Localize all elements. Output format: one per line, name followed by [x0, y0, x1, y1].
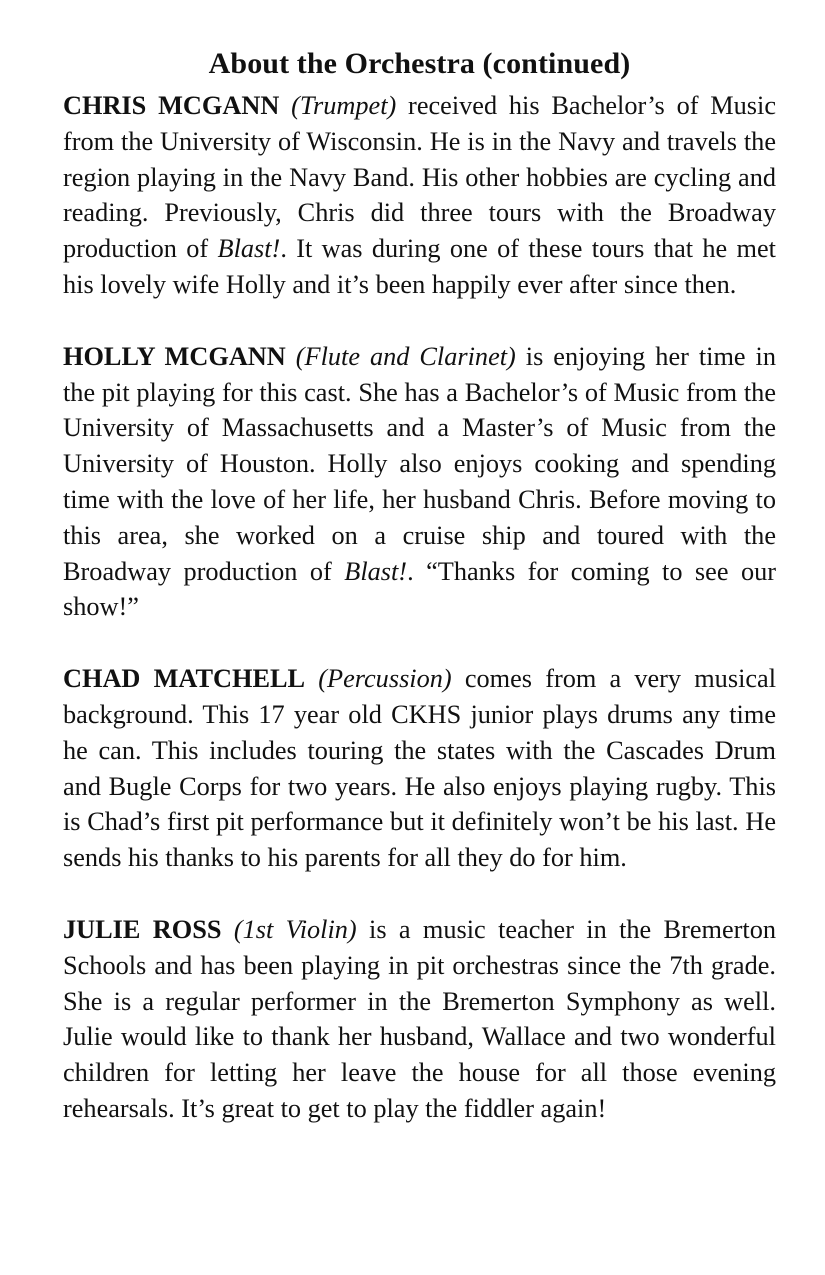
bio-text: received his Bachelor’s of Music from the University of Wisconsin. He is in the Navy and travels the region playing in the Navy Band. His other hobbies are cycling and reading. Previously, Chris did three tours with the Broadway production of — [63, 91, 776, 264]
program-page — [63, 44, 776, 1163]
show-title: Blast! — [217, 234, 281, 264]
bio-chris-mcgann — [63, 88, 776, 303]
bio-julie-ross — [63, 912, 776, 1127]
bio-instrument: (Flute and Clarinet) — [295, 341, 516, 371]
bio-instrument: (Trumpet) — [291, 91, 397, 120]
bio-text: comes from a very musical background. This 17 year old CKHS junior plays drums any time he can. This includes touring the states with the Cascades Drum and Bugle Corps for two years. He also enjoys playing rugby. This is Chad’s first pit performance but it definitely won’t be his last. He sends his thanks to his parents for all they do for him. — [63, 664, 777, 873]
bio-name: JULIE ROSS — [63, 914, 222, 944]
bio-holly-mcgann — [63, 339, 776, 625]
page-title: About the Orchestra (continued) — [208, 47, 631, 80]
bio-text: . “Thanks for coming to see our show!” — [63, 556, 777, 622]
bio-name: CHRIS MCGANN — [63, 91, 280, 120]
bio-text: is enjoying her time in the pit playing for this cast. She has a Bachelor’s of Music from the University of Massachusetts and a Master’s of Music from the University of Houston. Holly also enjoys cooking and spending time with the love of her life, her husband Chris. Before moving to this area, she worked on a cruise ship and toured with the Broadway production of — [63, 341, 776, 586]
bio-text: . It was during one of these tours that he met his lovely wife Holly and it’s been happily ever after since then. — [63, 234, 776, 299]
bio-name: CHAD MATCHELL — [63, 664, 306, 694]
bio-instrument: (1st Violin) — [233, 914, 357, 944]
bio-name: HOLLY MCGANN — [63, 341, 286, 371]
bio-chad-matchell — [63, 661, 776, 876]
bio-instrument: (Percussion) — [318, 664, 452, 694]
show-title: Blast! — [344, 556, 408, 586]
bio-text: is a music teacher in the Bremerton Schools and has been playing in pit orchestras since the 7th grade. She is a regular performer in the Bremerton Symphony as well. Julie would like to thank her husband, Wallace and two wonderful children for letting her leave the house for all those evening rehearsals. It’s great to get to play the fiddler again! — [63, 914, 776, 1123]
